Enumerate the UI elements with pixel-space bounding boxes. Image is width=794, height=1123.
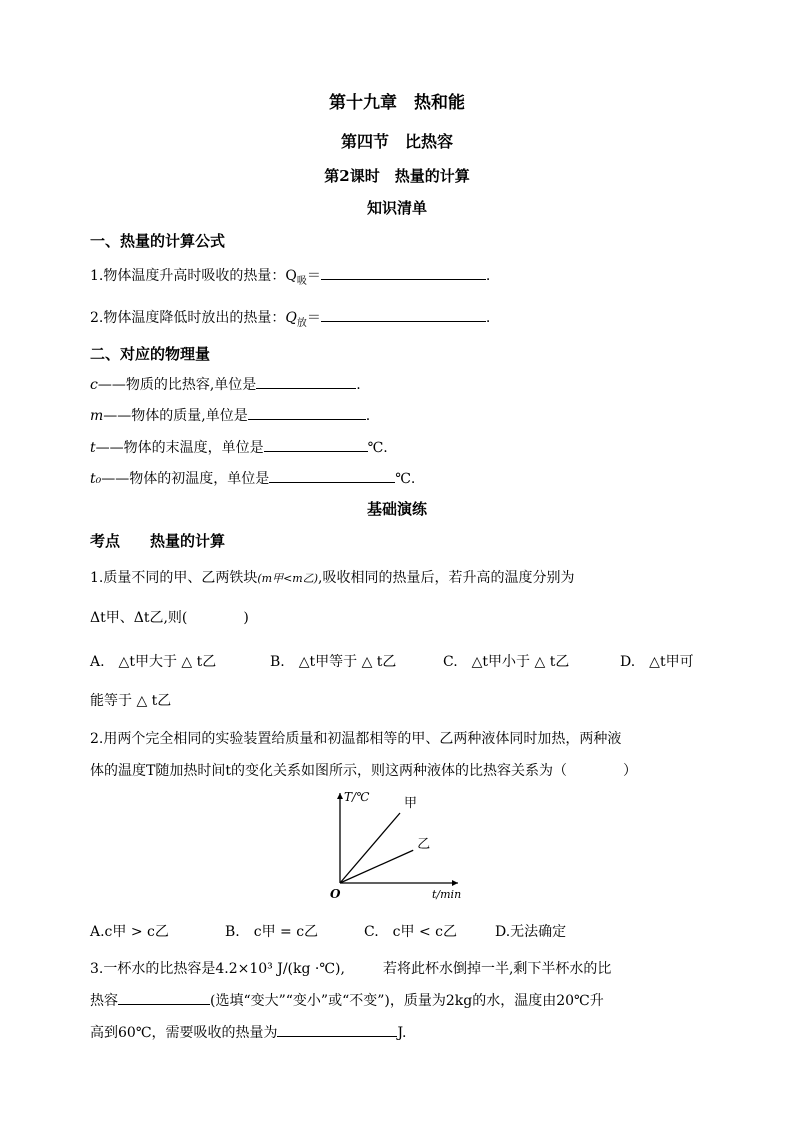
- q1-option-b[interactable]: B. △t甲等于 △ t乙: [270, 654, 397, 670]
- q1-mass-condition: (m甲<m乙): [257, 572, 319, 585]
- quantity-m-text: ——物体的质量,单位是: [103, 408, 248, 424]
- quantity-t: [90, 437, 388, 457]
- q1-option-c[interactable]: C. △t甲小于 △ t乙: [443, 654, 570, 670]
- q3-line3: [90, 1022, 406, 1042]
- variable-c: c: [90, 377, 98, 393]
- x-axis-arrow: [452, 880, 458, 886]
- q1-option-d-continued: 能等于 △ t乙: [90, 693, 172, 709]
- series-label-2: 乙: [417, 837, 431, 853]
- q3-text: J.: [397, 1025, 407, 1041]
- series-line-1: [340, 813, 400, 883]
- x-axis-label: t/min: [432, 888, 462, 901]
- quantity-t-text: ——物体的末温度，单位是: [95, 440, 264, 456]
- unit-celsius: ℃.: [367, 440, 388, 456]
- y-axis-label: T/℃: [344, 790, 370, 804]
- q1-text: 1.质量不同的甲、乙两铁块: [90, 570, 258, 586]
- quantity-c: c——物质的比热容,单位是 .: [90, 374, 361, 394]
- y-axis-arrow: [337, 793, 343, 799]
- formula-release: 2.物体温度降低时放出的热量：$Q_放=$ .: [90, 307, 490, 329]
- variable-t: t: [90, 440, 96, 456]
- equals-sign: ＝: [306, 268, 321, 284]
- q1-option-d[interactable]: D. △t甲可: [620, 654, 694, 670]
- exam-point-label: 考点 热量的计算: [90, 532, 226, 550]
- origin-label: O: [330, 887, 341, 901]
- answer-blank[interactable]: [256, 374, 356, 389]
- q3-line1: [90, 958, 611, 978]
- series-label-1: 甲: [404, 796, 418, 811]
- q2-stem-line2: 体的温度T随加热时间t的变化关系如图所示，则这两种液体的比热容关系为（ ）: [90, 763, 637, 779]
- q3-text: 3.一杯水的比热容是4.2×10³ J/(kg ·℃),: [90, 961, 345, 977]
- practice-heading: 基础演练: [366, 500, 427, 518]
- answer-blank[interactable]: [277, 1022, 397, 1037]
- q-release-subscript: 放: [296, 317, 307, 329]
- answer-blank[interactable]: [269, 468, 395, 483]
- variable-m: m: [90, 408, 104, 424]
- q1-stem-line2: Δt甲、Δt乙,则( ): [90, 610, 249, 626]
- temperature-time-graph: [326, 786, 471, 906]
- unit-celsius: ℃.: [395, 471, 416, 487]
- answer-blank[interactable]: [321, 265, 486, 280]
- part1-heading: 一、热量的计算公式: [90, 232, 226, 250]
- q2-option-c[interactable]: C. c甲 < c乙: [364, 924, 457, 940]
- answer-blank[interactable]: [264, 437, 368, 452]
- q1-option-a[interactable]: A. △t甲大于 △ t乙: [90, 654, 217, 670]
- q3-text: (选填“变大”“变小”或“不变”)，质量为2kg的水，温度由20℃升: [210, 993, 604, 1009]
- quantity-t0-text: ——物体的初温度，单位是: [101, 471, 270, 487]
- q3-text: 热容: [90, 993, 118, 1009]
- section-title: 第四节 比热容: [340, 132, 453, 151]
- q1-stem-line1: [90, 567, 574, 587]
- q1-text: ,吸收相同的热量后，若升高的温度分别为: [318, 570, 575, 586]
- quantity-m: m——物体的质量,单位是 .: [90, 405, 370, 425]
- part2-heading: 二、对应的物理量: [90, 345, 211, 363]
- formula-absorb-label: 1.物体温度升高时吸收的热量：Q: [90, 268, 297, 284]
- q2-stem-line1: 2.用两个完全相同的实验装置给质量和初温都相等的甲、乙两种液体同时加热，两种液: [90, 731, 622, 747]
- q3-text: 若将此杯水倒掉一半,剩下半杯水的比: [382, 961, 612, 977]
- knowledge-heading: 知识清单: [366, 199, 427, 217]
- chapter-title: 第十九章 热和能: [329, 93, 465, 113]
- answer-blank[interactable]: [248, 405, 366, 420]
- quantity-t0: [90, 468, 415, 488]
- q2-option-b[interactable]: B. c甲 = c乙: [225, 924, 319, 940]
- q-absorb-subscript: 吸: [296, 275, 307, 287]
- answer-blank[interactable]: [118, 990, 210, 1005]
- formula-absorb: 1.物体温度升高时吸收的热量：$Q_吸=$ .: [90, 265, 490, 287]
- answer-blank[interactable]: [321, 307, 486, 322]
- q-symbol: Q: [285, 310, 297, 326]
- quantity-c-text: ——物质的比热容,单位是: [97, 377, 257, 393]
- equals-sign: ＝: [306, 310, 321, 326]
- variable-t0: t₀: [90, 471, 102, 487]
- q3-text: 高到60℃，需要吸收的热量为: [90, 1025, 278, 1041]
- q3-line2: [90, 990, 604, 1010]
- series-line-2: [340, 850, 413, 883]
- formula-release-label: 2.物体温度降低时放出的热量：: [90, 310, 286, 326]
- q2-option-a[interactable]: A.c甲 > c乙: [90, 924, 169, 940]
- lesson-title: 第2课时 热量的计算: [324, 167, 470, 185]
- q2-option-d[interactable]: D.无法确定: [495, 924, 567, 940]
